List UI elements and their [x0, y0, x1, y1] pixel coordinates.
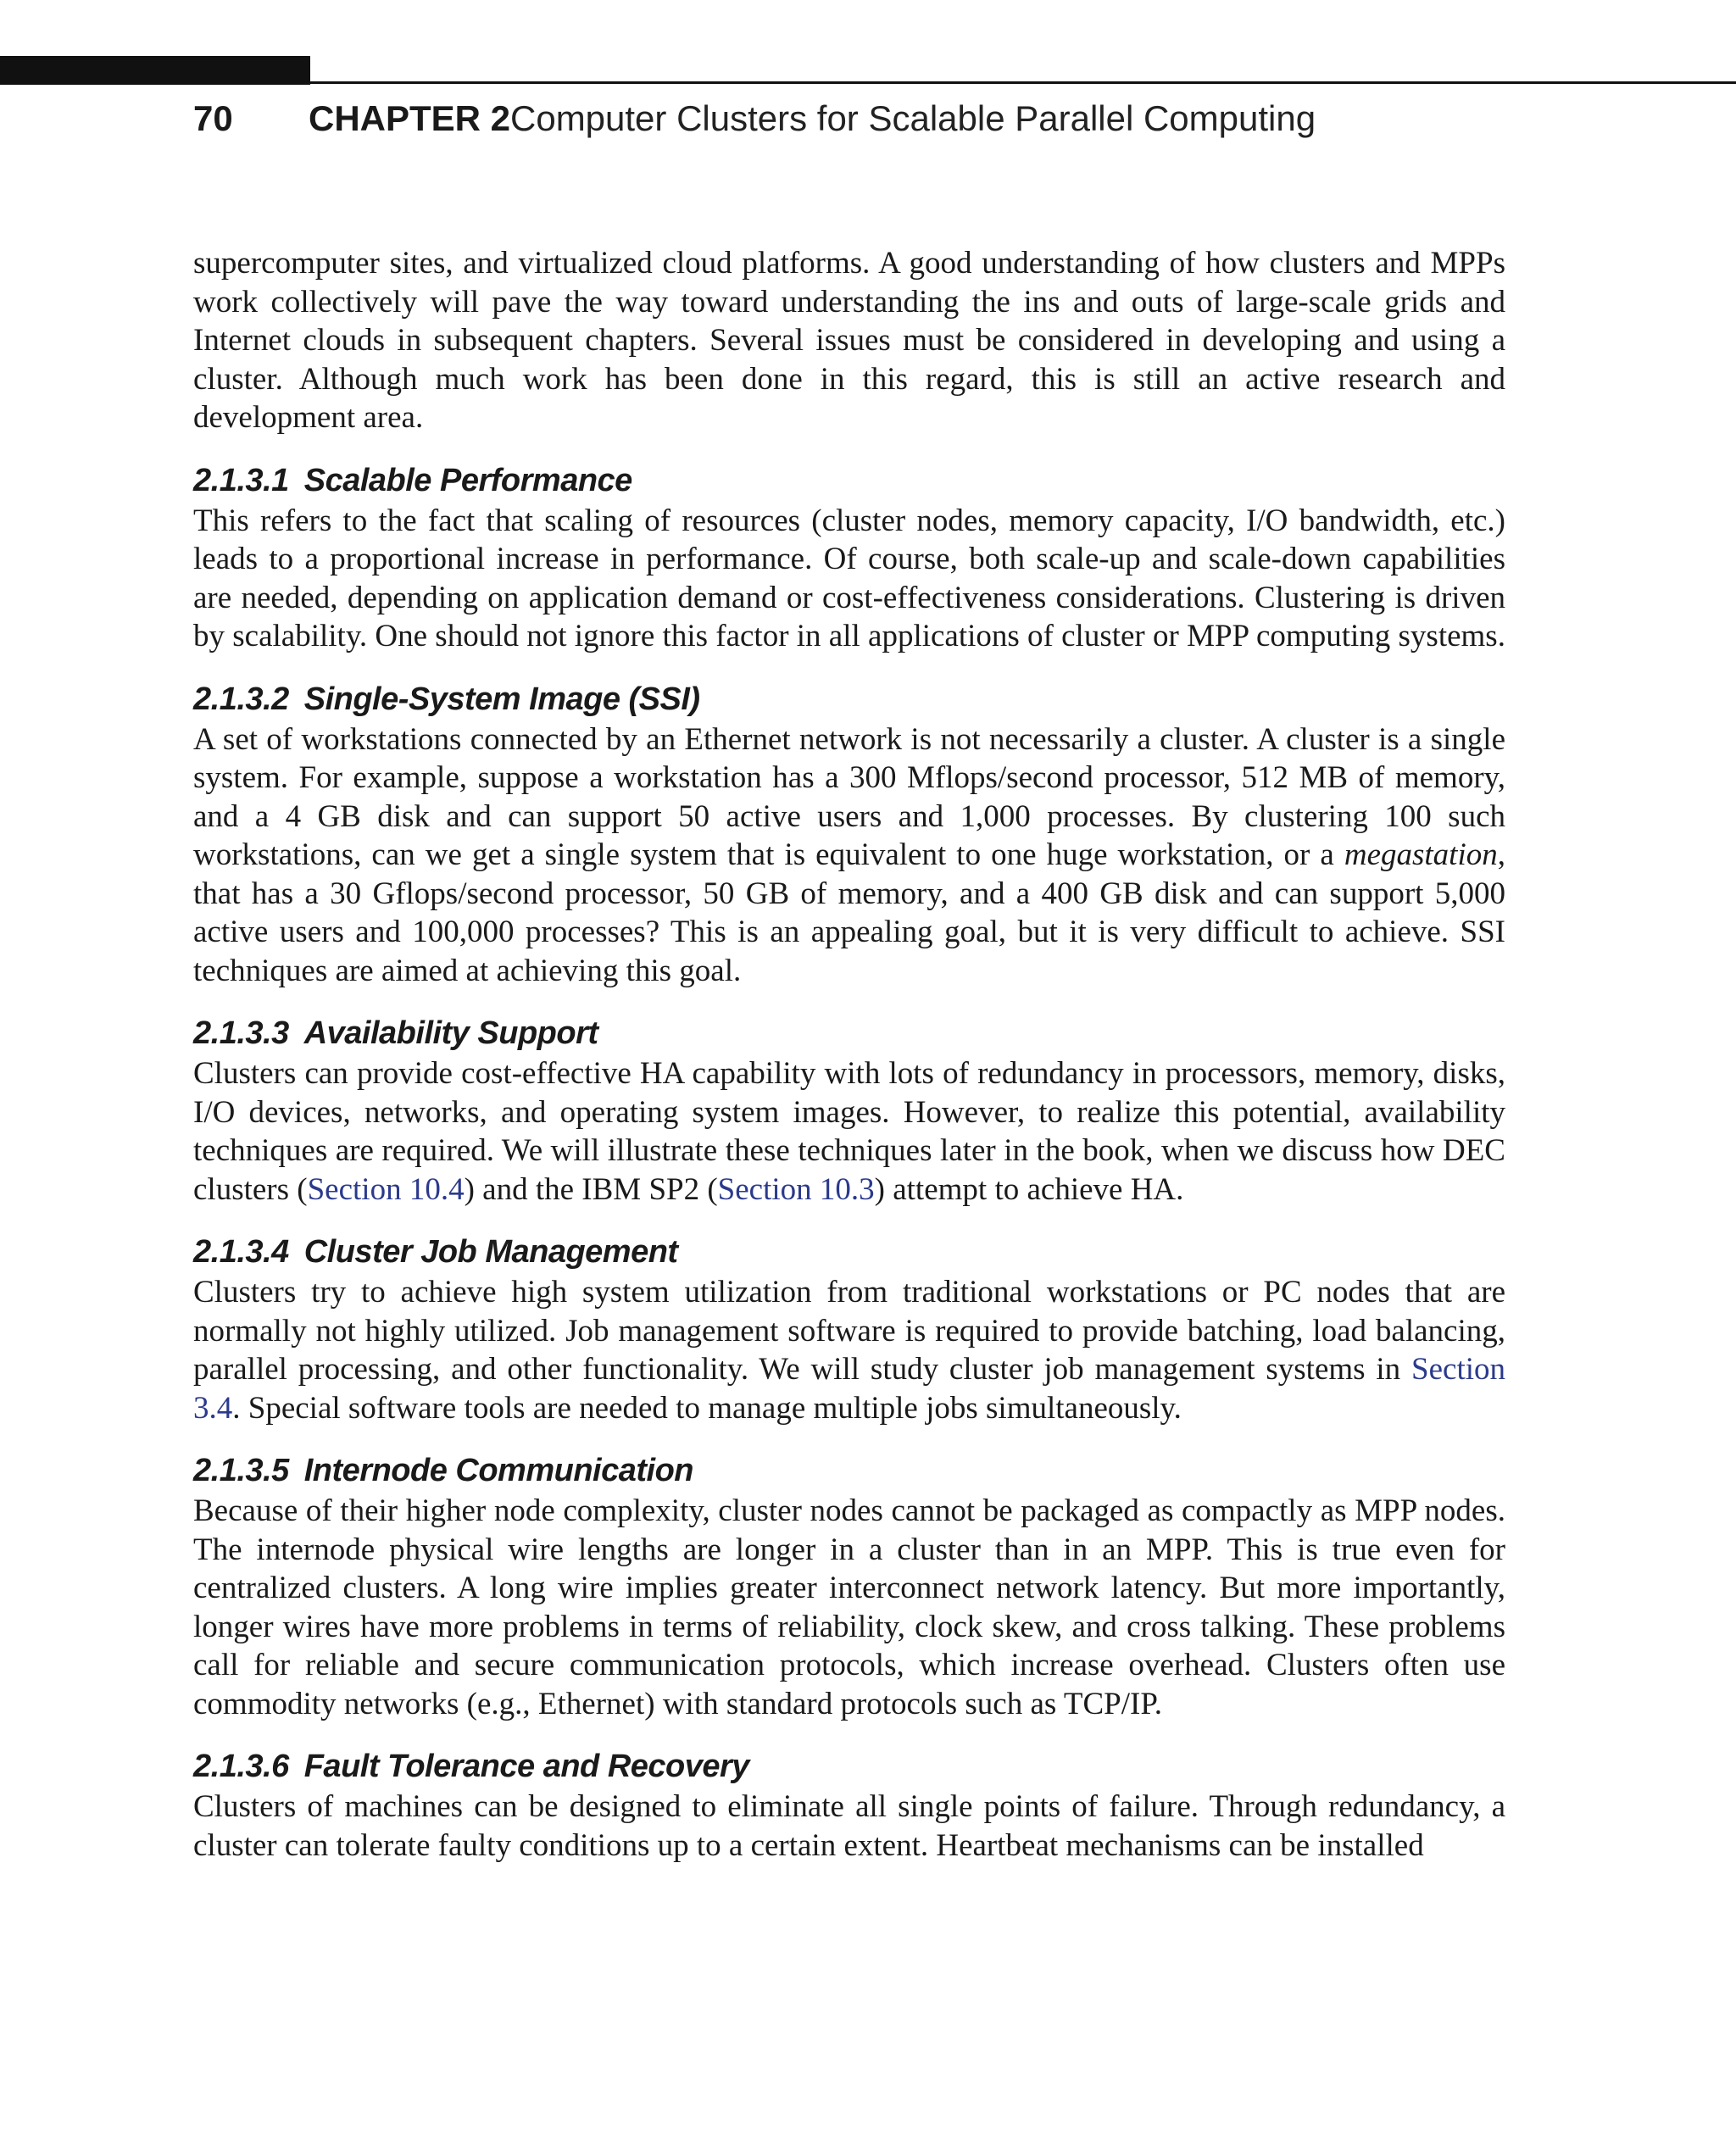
section-number: 2.1.3.1	[193, 462, 289, 498]
emphasized-term: megastation	[1344, 837, 1498, 872]
paragraph-text: ) and the IBM SP2 (	[464, 1171, 718, 1207]
section-number: 2.1.3.4	[193, 1234, 289, 1270]
section-heading-availability-support	[193, 1012, 1505, 1054]
link-section-10-4[interactable]: Section 10.4	[307, 1171, 465, 1207]
link-section-3-4[interactable]: Section 3.4	[193, 1352, 1505, 1426]
section-heading-cluster-job-management	[193, 1231, 1505, 1273]
section-paragraph-cluster-job-management	[193, 1273, 1505, 1427]
section-heading-scalable-performance	[193, 459, 1505, 502]
page-body	[193, 244, 1505, 1865]
section-heading-internode-communication	[193, 1449, 1505, 1492]
paragraph-text: A set of workstations connected by an Ethernet network is not necessarily a cluster. A cluster is a single system. For example, suppose a workstation has a 300 Mflops/second processor, 512 MB of memory, and a 4 GB disk and can support 50 active users and 1,000 processes. By clustering 100 such workstations, can we get a single system that is equivalent to one huge workstation, or a	[193, 721, 1505, 872]
header-rule-thin	[310, 81, 1736, 84]
section-paragraph-scalable-performance: This refers to the fact that scaling of resources (cluster nodes, memory capacity, I/O bandwidth, etc.) leads to a proportional increase in performance. Of course, both scale-up and scale-down capabilities are needed, depending on application demand or cost-effectiveness considerations. Clustering is driven by scalability. One should not ignore this factor in all applications of cluster or MPP computing systems.	[193, 503, 1505, 653]
section-title: Scalable Performance	[303, 462, 632, 498]
section-title: Single-System Image (SSI)	[303, 681, 700, 717]
section-heading-single-system-image	[193, 678, 1505, 720]
intro-paragraph: supercomputer sites, and virtualized cloud platforms. A good understanding of how clusters and MPPs work collectively will pave the way toward understanding the ins and outs of large-scale grids and Internet clouds in subsequent chapters. Several issues must be considered in developing and using a cluster. Although much work has been done in this regard, this is still an active research and development area.	[193, 246, 1505, 435]
section-heading-fault-tolerance	[193, 1745, 1505, 1788]
section-number: 2.1.3.3	[193, 1015, 289, 1051]
section-paragraph-availability-support	[193, 1054, 1505, 1209]
paragraph-text: , that has a 30 Gflops/second processor, 50 GB of memory, and a 400 GB disk and can support 5,000 active users and 100,000 processes? This is an appealing goal, but it is very difficult to achieve. SSI techniques are aimed at achieving this goal.	[193, 837, 1505, 988]
paragraph-text: ) attempt to achieve HA.	[874, 1171, 1184, 1207]
link-section-10-3[interactable]: Section 10.3	[717, 1171, 875, 1207]
header-rule-thick	[0, 56, 310, 85]
section-number: 2.1.3.5	[193, 1453, 289, 1488]
paragraph-text: Clusters can provide cost-effective HA capability with lots of redundancy in processors, memory, disks, I/O devices, networks, and operating system images. However, to realize this potential, availability techniques are required. We will illustrate these techniques later in the book, when we discuss how DEC clusters (	[193, 1056, 1505, 1207]
section-paragraph-fault-tolerance: Clusters of machines can be designed to eliminate all single points of failure. Through redundancy, a cluster can tolerate faulty conditions up to a certain extent. Heartbeat mechanisms can be installed	[193, 1789, 1505, 1863]
section-title: Fault Tolerance and Recovery	[303, 1749, 749, 1784]
section-title: Internode Communication	[303, 1453, 694, 1488]
section-title: Availability Support	[303, 1015, 598, 1051]
chapter-title: Computer Clusters for Scalable Parallel Computing	[510, 98, 1316, 138]
section-title: Cluster Job Management	[303, 1234, 678, 1270]
paragraph-text: . Special software tools are needed to manage multiple jobs simultaneously.	[232, 1390, 1182, 1426]
chapter-label: CHAPTER 2	[309, 98, 511, 138]
section-paragraph-single-system-image	[193, 720, 1505, 991]
page-number: 70	[193, 98, 233, 138]
section-number: 2.1.3.2	[193, 681, 289, 717]
section-paragraph-internode-communication: Because of their higher node complexity, cluster nodes cannot be packaged as compactly as MPP nodes. The internode physical wire lengths are longer in a cluster than in an MPP. This is true even for centralized clusters. A long wire implies greater interconnect network latency. But more importantly, longer wires have more problems in terms of reliability, clock skew, and cross talking. These problems call for reliable and secure communication protocols, which increase overhead. Clusters often use commodity networks (e.g., Ethernet) with standard protocols such as TCP/IP.	[193, 1493, 1505, 1721]
paragraph-text: Clusters try to achieve high system utilization from traditional workstations or PC nodes that are normally not highly utilized. Job management software is required to provide batching, load balancing, parallel processing, and other functionality. We will study cluster job management systems in	[193, 1275, 1505, 1387]
section-number: 2.1.3.6	[193, 1749, 289, 1784]
